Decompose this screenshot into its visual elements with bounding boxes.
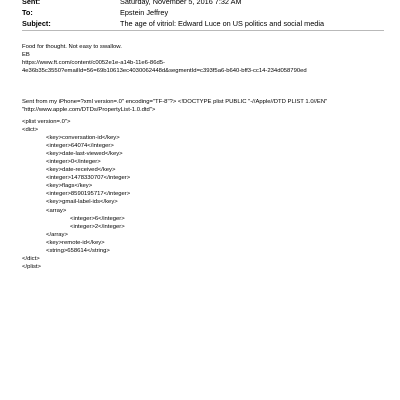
plist-line: <integer>64074</integer> bbox=[46, 143, 114, 150]
plist-line: <key>date-last-viewed</key> bbox=[46, 151, 123, 158]
dict-open: <dict> bbox=[22, 127, 39, 134]
subject-row bbox=[22, 19, 392, 30]
plist-close: </plist> bbox=[22, 263, 41, 270]
signature-line2: "http://www.apple.com/DTDs/PropertyList-1.0.dtd"> bbox=[22, 107, 156, 114]
signature-block bbox=[22, 98, 392, 114]
plist-line: <integer>8590195717</integer> bbox=[46, 191, 131, 198]
plist-line: <key>conversation-id</key> bbox=[46, 135, 120, 142]
sent-label: Sent: bbox=[22, 0, 41, 6]
plist-line: <key>flags</key> bbox=[46, 183, 93, 190]
plist-line: <key>date-received</key> bbox=[46, 167, 116, 174]
plist-block bbox=[22, 118, 392, 271]
to-value: Epstein Jeffrey bbox=[120, 7, 169, 17]
article-link-part1[interactable]: https://www.ft.com/content/c0052e1e-a14b-11e6-86d5- bbox=[22, 60, 165, 67]
plist-line: <integer>0</integer> bbox=[46, 159, 101, 166]
to-label: To: bbox=[22, 7, 33, 17]
plist-line: <key>remote-id</key> bbox=[46, 239, 105, 246]
signature-line1: Sent from my iPhone=?xml version=.0" encoding="TF-8"?> <!DOCTYPE plist PUBLIC "-//Apple//DTD PLIST 1.0//EN" bbox=[22, 99, 328, 105]
plist-open: <plist version=.0"> bbox=[22, 119, 71, 125]
article-link-part2[interactable]: 4e36b35c3550?emailId=56=69b10613ec4030062448d&segmentId=c393f5a6-b640-bff3-cc14-234d058790ed bbox=[22, 68, 307, 75]
subject-label: Subject: bbox=[22, 18, 51, 28]
subject-value: The age of vitriol: Edward Luce on US politics and social media bbox=[120, 18, 325, 28]
plist-line: <array> bbox=[46, 207, 67, 214]
body-line-initials: EB bbox=[22, 52, 30, 59]
plist-line: <integer>6</integer> bbox=[70, 215, 125, 222]
email-body bbox=[22, 43, 392, 75]
plist-line: </array> bbox=[46, 231, 68, 238]
plist-line: <string>658614</string> bbox=[46, 247, 110, 254]
sent-value: Saturday, November 5, 2016 7:32 AM bbox=[120, 0, 242, 6]
to-row bbox=[22, 8, 392, 19]
sent-row bbox=[22, 0, 392, 8]
body-line-thought: Food for thought. Not easy to swallow. bbox=[22, 44, 122, 50]
header-divider bbox=[22, 30, 384, 31]
plist-line: <integer>2</integer> bbox=[70, 223, 125, 230]
plist-line: <integer>1478330707</integer> bbox=[46, 175, 131, 182]
plist-line: <key>gmail-label-ids</key> bbox=[46, 199, 118, 206]
dict-close: </dict> bbox=[22, 255, 40, 262]
email-header bbox=[22, 0, 392, 29]
